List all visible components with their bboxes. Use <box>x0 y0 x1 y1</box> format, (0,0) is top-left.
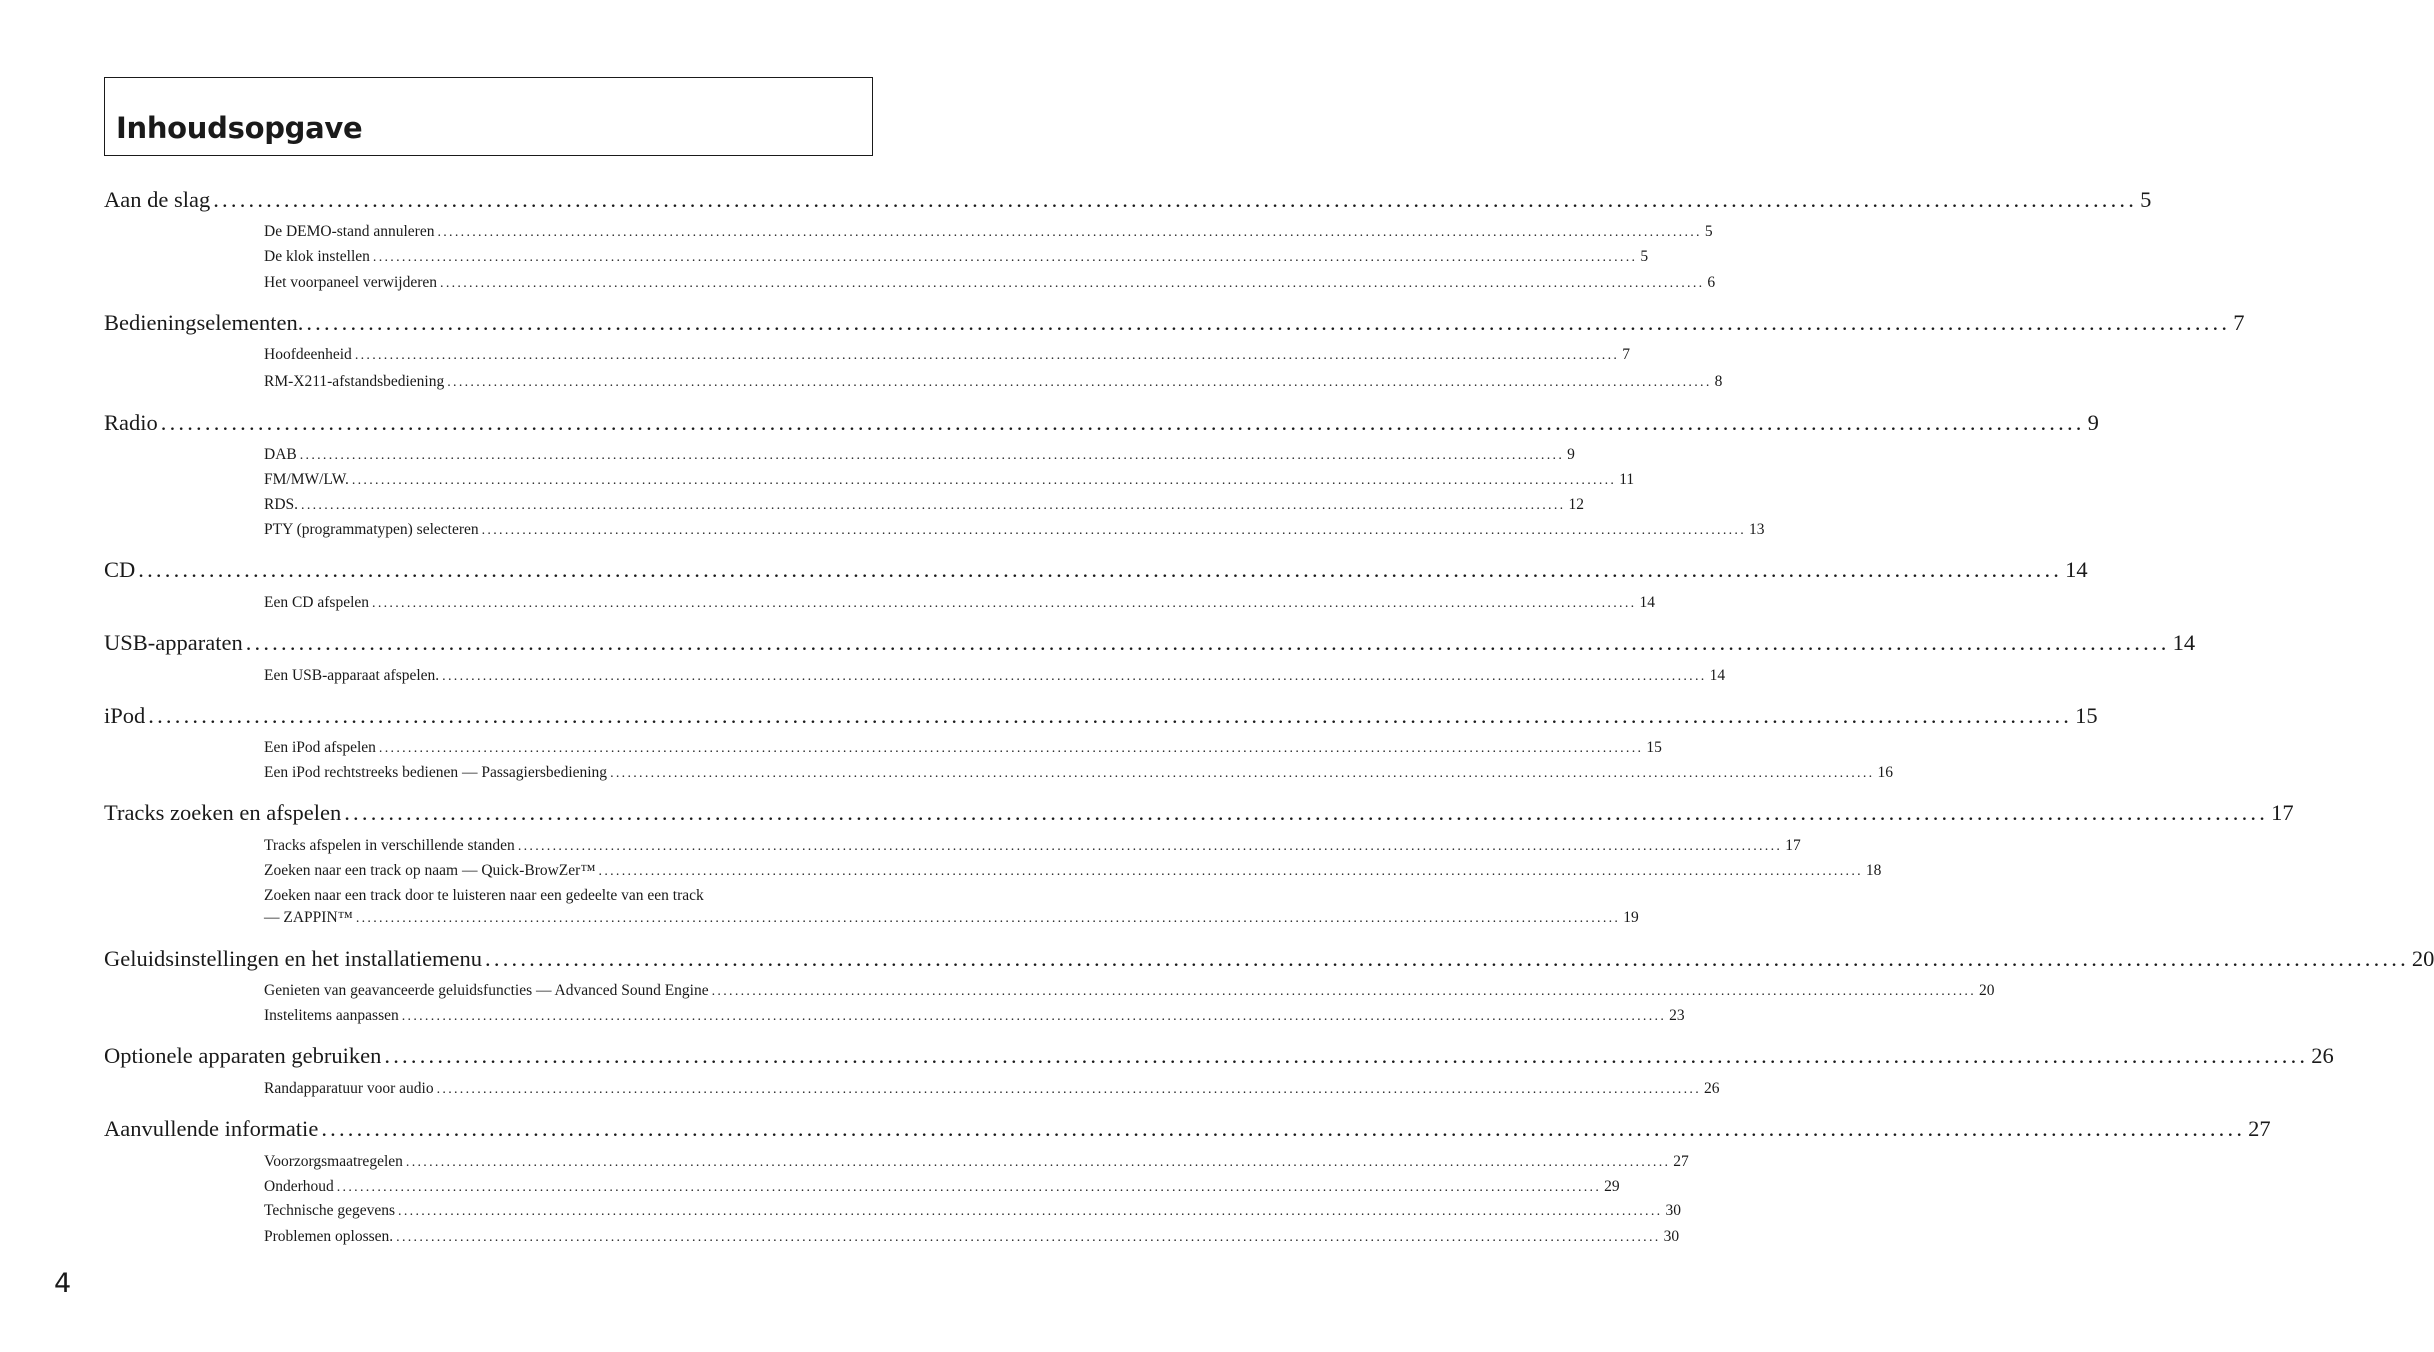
entry-label: Een iPod rechtstreeks bedienen — Passagiersbediening <box>264 764 608 781</box>
dot-leader: .......................................................................................................................................................................................................................... <box>372 596 1637 611</box>
dot-leader: .......................................................................................................................................................................................................................... <box>481 523 1747 538</box>
entry-label: PTY (programmatypen) selecteren <box>264 521 479 538</box>
entry-page: 14 <box>1709 667 1726 684</box>
entry-label: RDS. <box>264 496 299 513</box>
dot-leader: .......................................................................................................................................................................................................................... <box>598 864 1863 879</box>
toc-entry[interactable] <box>264 981 1995 1001</box>
dot-leader: .......................................................................................................................................................................................................................... <box>213 187 2138 212</box>
toc-entry[interactable] <box>264 1201 1681 1221</box>
toc-entry[interactable] <box>264 836 1801 856</box>
toc-entry[interactable] <box>264 222 1713 242</box>
toc-entry[interactable] <box>264 861 1882 881</box>
entry-page: 19 <box>1623 909 1639 926</box>
title-box <box>104 77 873 156</box>
entry-label: FM/MW/LW. <box>264 471 349 488</box>
dot-leader: .......................................................................................................................................................................................................................... <box>306 310 2231 335</box>
entry-label: Voorzorgsmaatregelen <box>264 1153 403 1170</box>
toc-entry[interactable] <box>264 345 1630 365</box>
toc-entry[interactable] <box>264 1006 1685 1026</box>
dot-leader: .......................................................................................................................................................................................................................... <box>401 1009 1667 1024</box>
entry-label: DAB <box>264 446 297 463</box>
dot-leader: .......................................................................................................................................................................................................................... <box>437 225 1702 240</box>
entry-page: 27 <box>1673 1153 1689 1170</box>
entry-label: Randapparatuur voor audio <box>264 1080 434 1097</box>
dot-leader: .......................................................................................................................................................................................................................... <box>485 946 2409 971</box>
entry-page: 26 <box>1704 1080 1720 1097</box>
toc-chapter-bedieningselementen[interactable] <box>104 310 2245 336</box>
chapter-label: Optionele apparaten gebruiken <box>104 1043 382 1068</box>
chapter-page: 9 <box>2087 410 2099 435</box>
dot-leader: .......................................................................................................................................................................................................................... <box>436 1082 1701 1097</box>
toc-entry[interactable] <box>264 273 1716 293</box>
dot-leader: .......................................................................................................................................................................................................................... <box>442 669 1707 684</box>
entry-label: Een USB-apparaat afspelen. <box>264 667 440 684</box>
toc-chapter-geluidsinstellingen[interactable] <box>104 946 2434 972</box>
chapter-label: Tracks zoeken en afspelen <box>104 800 342 825</box>
dot-leader: .......................................................................................................................................................................................................................... <box>301 498 1566 513</box>
entry-page: 20 <box>1979 982 1995 999</box>
entry-page: 15 <box>1646 739 1662 756</box>
toc-entry[interactable] <box>264 372 1723 392</box>
chapter-label: Geluidsinstellingen en het installatiemenu <box>104 946 483 971</box>
dot-leader: .......................................................................................................................................................................................................................... <box>354 348 1620 363</box>
chapter-page: 17 <box>2271 800 2294 825</box>
chapter-page: 27 <box>2248 1116 2271 1141</box>
toc-chapter-usb-apparaten[interactable] <box>104 630 2196 656</box>
entry-page: 30 <box>1663 1228 1680 1245</box>
entry-label: Genieten van geavanceerde geluidsfuncties — Advanced Sound Engine <box>264 982 709 999</box>
dot-leader: .......................................................................................................................................................................................................................... <box>440 276 1705 291</box>
entry-page: 14 <box>1639 594 1655 611</box>
dot-leader: .......................................................................................................................................................................................................................... <box>517 839 1783 854</box>
toc-entry[interactable] <box>264 247 1649 267</box>
toc-chapter-aan-de-slag[interactable] <box>104 187 2152 213</box>
entry-label: Het voorpaneel verwijderen <box>264 274 438 291</box>
toc-entry[interactable] <box>264 593 1655 613</box>
toc-entry[interactable] <box>264 1079 1720 1099</box>
entry-page: 23 <box>1669 1007 1685 1024</box>
dot-leader: .......................................................................................................................................................................................................................... <box>160 410 2085 435</box>
entry-label: Zoeken naar een track op naam — Quick-BrowZer™ <box>264 862 596 879</box>
toc-chapter-ipod[interactable] <box>104 703 2098 729</box>
dot-leader: .......................................................................................................................................................................................................................... <box>344 800 2269 825</box>
entry-page: 8 <box>1714 373 1723 390</box>
toc-entry[interactable] <box>264 445 1575 465</box>
entry-page: 5 <box>1640 248 1649 265</box>
entry-page: 11 <box>1619 471 1635 488</box>
entry-label: Een CD afspelen <box>264 594 370 611</box>
entry-page: 12 <box>1568 496 1584 513</box>
dot-leader: .......................................................................................................................................................................................................................... <box>138 557 2063 582</box>
toc-chapter-optionele-apparaten[interactable] <box>104 1043 2334 1069</box>
toc-entry[interactable] <box>264 520 1765 540</box>
dot-leader: .......................................................................................................................................................................................................................... <box>351 473 1617 488</box>
toc-entry[interactable] <box>264 738 1662 758</box>
entry-label: Problemen oplossen. <box>264 1228 394 1245</box>
entry-label: Instelitems aanpassen <box>264 1007 399 1024</box>
dot-leader: .......................................................................................................................................................................................................................... <box>447 375 1712 390</box>
dot-leader: .......................................................................................................................................................................................................................... <box>610 766 1875 781</box>
entry-label: De DEMO-stand annuleren <box>264 223 435 240</box>
page-title: Inhoudsopgave <box>116 111 363 145</box>
toc-chapter-aanvullende-informatie[interactable] <box>104 1116 2271 1142</box>
entry-label: Technische gegevens <box>264 1202 396 1219</box>
chapter-label: Radio <box>104 410 158 435</box>
chapter-label: Aan de slag <box>104 187 211 212</box>
entry-label: Hoofdeenheid <box>264 346 352 363</box>
entry-label: Tracks afspelen in verschillende standen <box>264 837 515 854</box>
chapter-page: 14 <box>2172 630 2196 655</box>
entry-page: 18 <box>1865 862 1882 879</box>
entry-page: 9 <box>1567 446 1575 463</box>
page-number: 4 <box>54 1268 72 1299</box>
dot-leader: .......................................................................................................................................................................................................................... <box>321 1116 2246 1141</box>
dot-leader: .......................................................................................................................................................................................................................... <box>405 1155 1671 1170</box>
chapter-page: 14 <box>2065 557 2088 582</box>
dot-leader: .......................................................................................................................................................................................................................... <box>148 703 2073 728</box>
entry-page: 7 <box>1622 346 1630 363</box>
chapter-page: 20 <box>2411 946 2434 971</box>
chapter-page: 7 <box>2233 310 2245 335</box>
toc-entry[interactable] <box>264 763 1893 783</box>
toc-entry[interactable] <box>264 908 1639 928</box>
entry-label: Een iPod afspelen <box>264 739 376 756</box>
chapter-page: 26 <box>2311 1043 2334 1068</box>
toc-entry[interactable] <box>264 1152 1689 1172</box>
dot-leader: .......................................................................................................................................................................................................................... <box>398 1204 1663 1219</box>
dot-leader: .......................................................................................................................................................................................................................... <box>384 1043 2309 1068</box>
entry-label: Onderhoud <box>264 1178 334 1195</box>
chapter-label: Aanvullende informatie <box>104 1116 319 1141</box>
toc-entry[interactable] <box>264 666 1726 686</box>
dot-leader: .......................................................................................................................................................................................................................... <box>336 1180 1602 1195</box>
dot-leader: .......................................................................................................................................................................................................................... <box>372 250 1638 265</box>
chapter-label: CD <box>104 557 136 582</box>
entry-page: 6 <box>1707 274 1716 291</box>
chapter-label: Bedieningselementen. <box>104 310 304 335</box>
toc-entry-first-line[interactable]: Zoeken naar een track door te luisteren naar een gedeelte van een track <box>264 887 704 904</box>
entry-page: 29 <box>1604 1178 1620 1195</box>
entry-page: 16 <box>1877 764 1893 781</box>
entry-page: 5 <box>1704 223 1713 240</box>
toc-entry[interactable] <box>264 1177 1620 1197</box>
entry-page: 17 <box>1785 837 1801 854</box>
dot-leader: .......................................................................................................................................................................................................................... <box>355 911 1621 926</box>
dot-leader: .......................................................................................................................................................................................................................... <box>378 741 1644 756</box>
toc-entry[interactable] <box>264 1227 1680 1247</box>
toc-entry[interactable] <box>264 495 1584 515</box>
toc-chapter-radio[interactable] <box>104 410 2099 436</box>
entry-page: 30 <box>1665 1202 1681 1219</box>
entry-label: RM-X211-afstandsbediening <box>264 373 445 390</box>
dot-leader: .......................................................................................................................................................................................................................... <box>245 630 2170 655</box>
dot-leader: .......................................................................................................................................................................................................................... <box>396 1230 1661 1245</box>
dot-leader: .......................................................................................................................................................................................................................... <box>299 448 1565 463</box>
toc-entry[interactable] <box>264 470 1635 490</box>
chapter-page: 5 <box>2140 187 2152 212</box>
chapter-page: 15 <box>2075 703 2098 728</box>
toc-chapter-cd[interactable] <box>104 557 2088 583</box>
dot-leader: .......................................................................................................................................................................................................................... <box>711 984 1977 999</box>
entry-page: 13 <box>1749 521 1765 538</box>
chapter-label: USB-apparaten <box>104 630 243 655</box>
toc-chapter-tracks-zoeken[interactable] <box>104 800 2294 826</box>
chapter-label: iPod <box>104 703 146 728</box>
entry-label: De klok instellen <box>264 248 370 265</box>
entry-label: — ZAPPIN™ <box>264 909 353 926</box>
